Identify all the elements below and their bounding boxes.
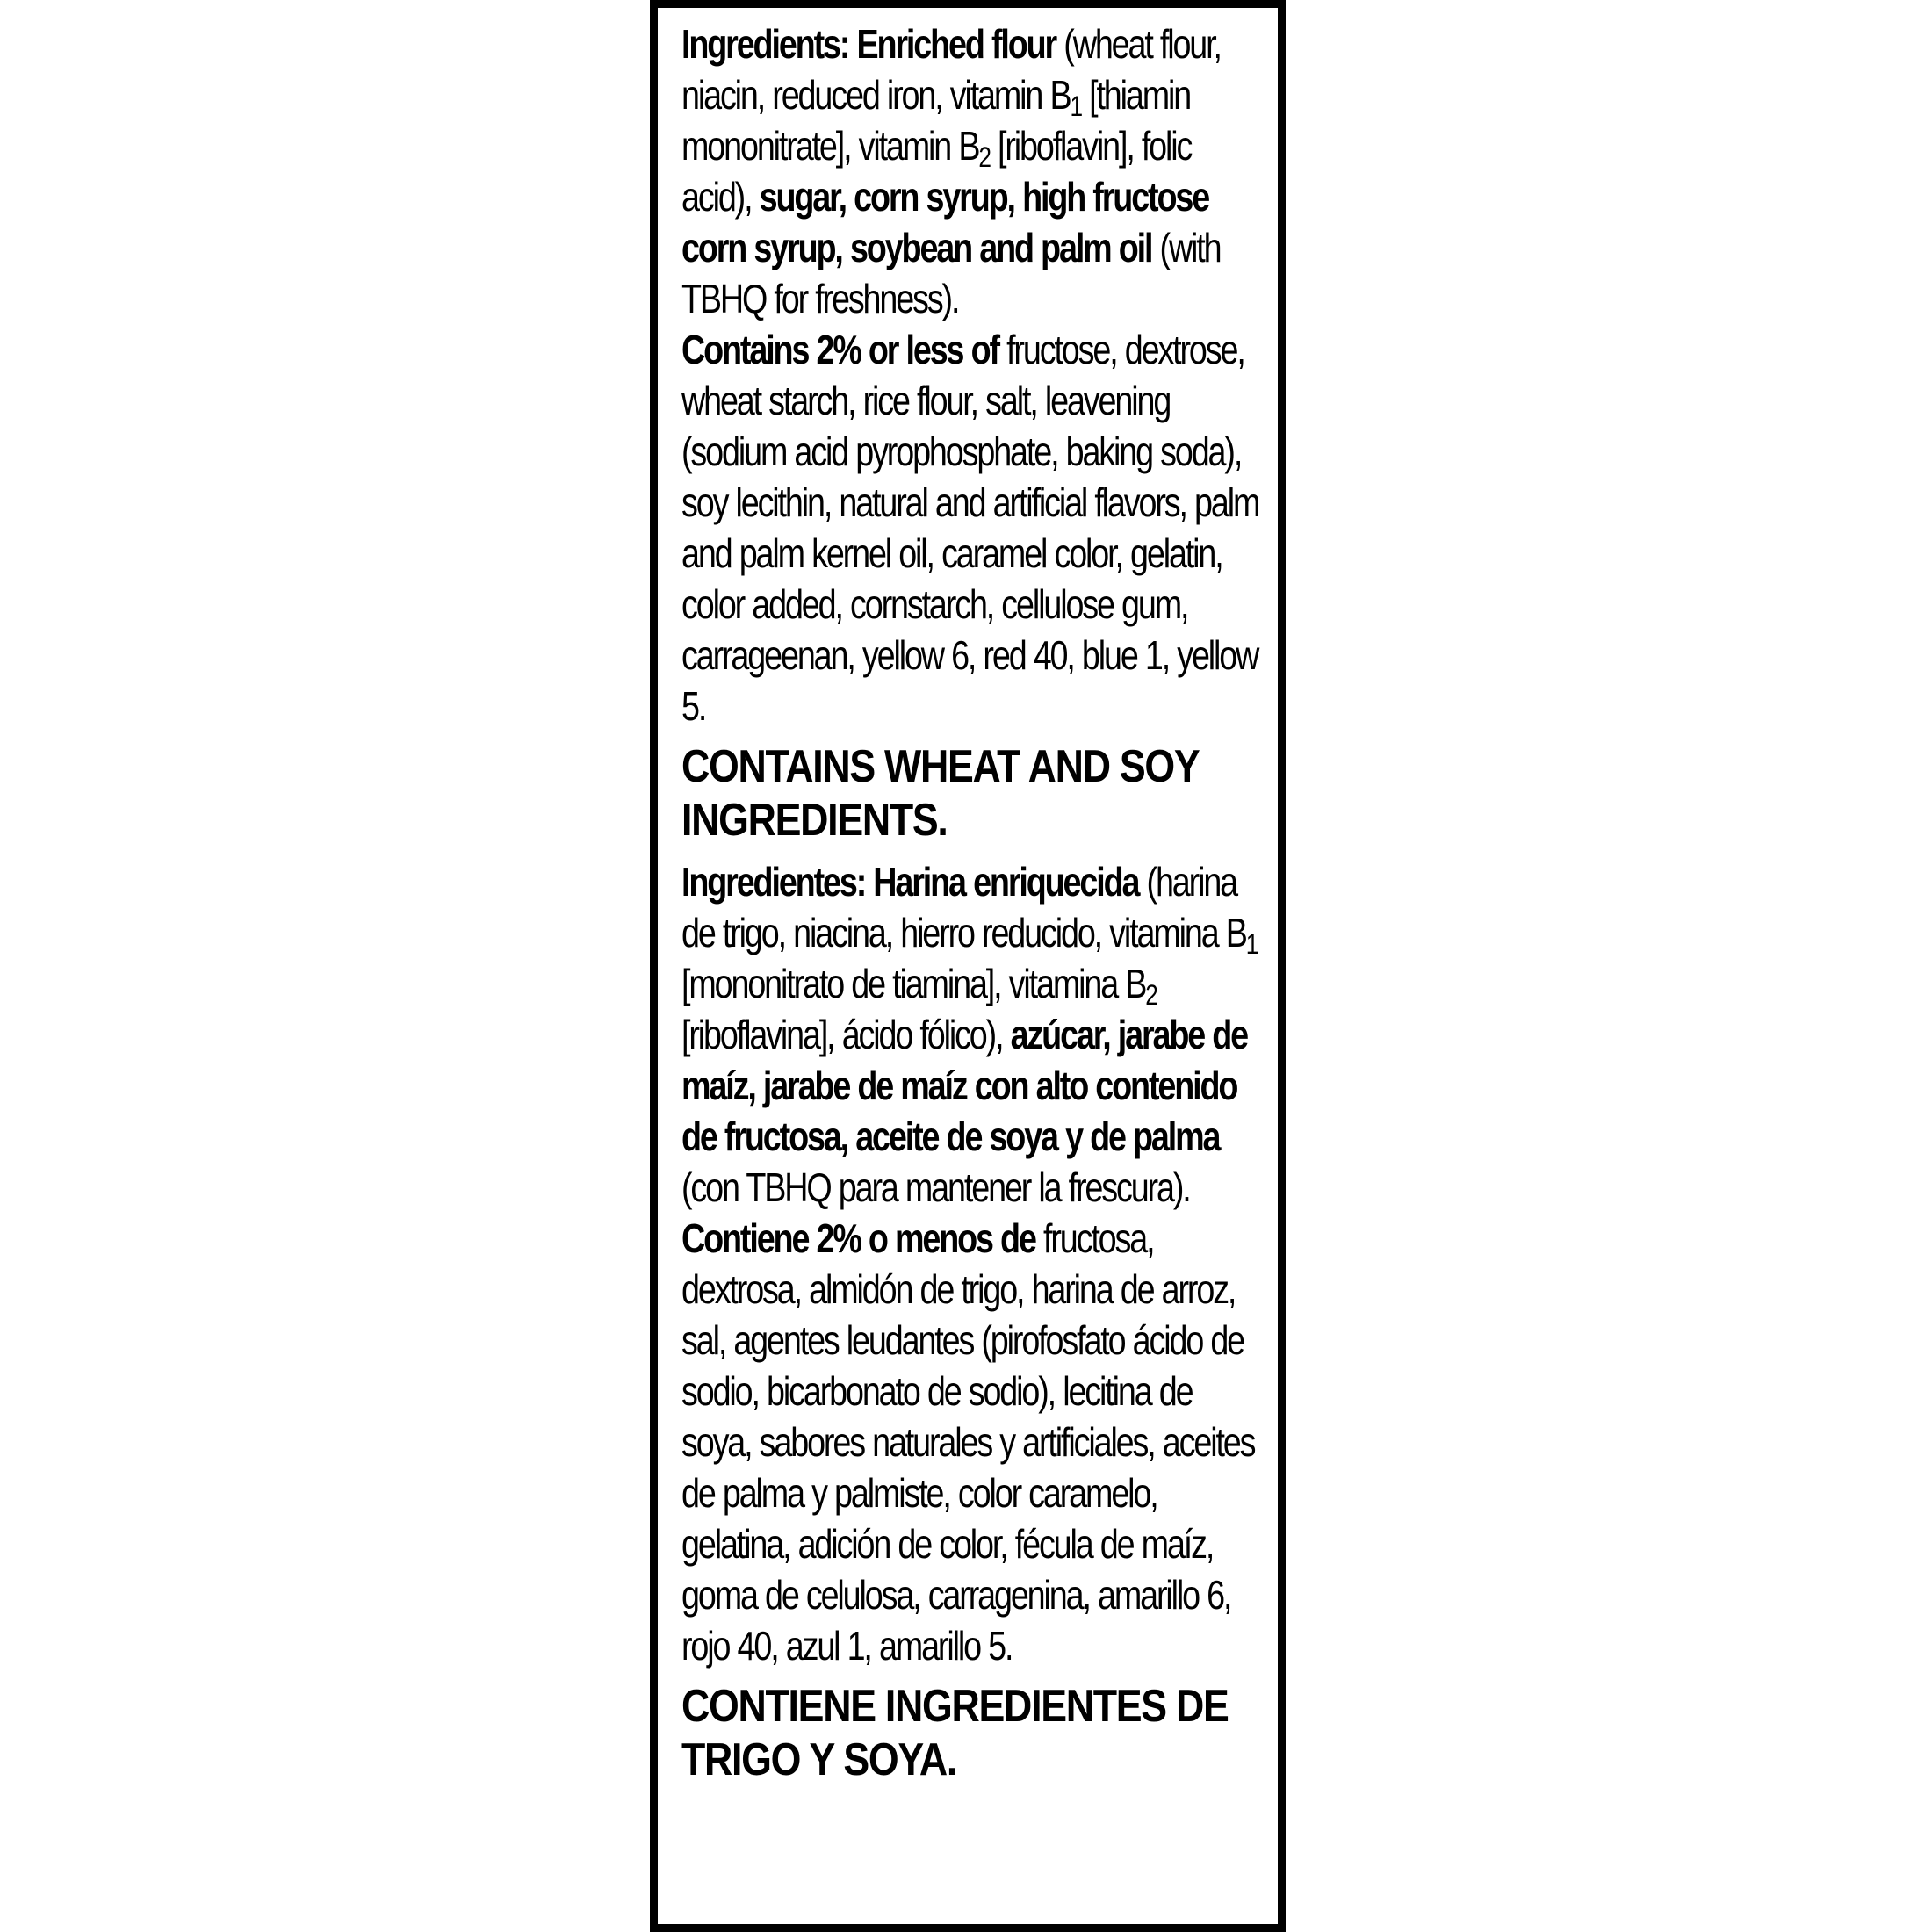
oil-detail: (con TBHQ para mantener la frescura). [681, 1164, 1190, 1210]
contains-less-label: Contains 2% or less of [681, 327, 998, 372]
minor-ingredients: fructosa, dextrosa, almidón de trigo, harina de arroz, sal, agentes leudantes (pirofosfato ácido de sodio, bicarbonato de sodio), lecitina de soya, sabores naturales y artificiales, aceites de palma y palmiste, color caramelo, gelatina, adición de color, fécula de maíz, goma de celulosa, carragenina, amarillo 6, rojo 40, azul 1, amarillo 5. [681, 1215, 1255, 1669]
ingredients-label: Ingredientes: [681, 859, 866, 905]
subscript-1: 1 [1245, 928, 1258, 960]
main-ingredients: azúcar, jarabe de maíz, jarabe de maíz con alto contenido de fructosa, aceite de soya y de palma [681, 1012, 1248, 1159]
ingredients-label: Ingredients: [681, 21, 849, 67]
flour-detail: [riboflavin], folic acid), [681, 123, 1192, 220]
allergen-statement-english: CONTAINS WHEAT AND SOY INGREDIENTS. [681, 741, 1199, 846]
main-ingredients: sugar, corn syrup, high fructose corn syrup, soybean and palm oil [681, 174, 1209, 270]
minor-ingredients: fructose, dextrose, wheat starch, rice flour, salt, leavening (sodium acid pyrophosphate, baking soda), soy lecithin, natural and artificial flavors, palm and palm kernel oil, caramel color, gelatin, color added, cornstarch, cellulose gum, carrageenan, yellow 6, red 40, blue 1, yellow 5. [681, 327, 1259, 729]
ingredients-spanish [681, 856, 1260, 1671]
allergen-statement-spanish: CONTIENE INGREDIENTES DE TRIGO Y SOYA. [681, 1681, 1229, 1785]
ingredients-panel [650, 0, 1286, 1932]
subscript-1: 1 [1070, 90, 1081, 122]
contains-less-label: Contiene 2% o menos de [681, 1215, 1035, 1261]
flour-detail: [mononitrato de tiamina], vitamina B [681, 961, 1146, 1006]
ingredients-english [681, 18, 1260, 732]
enriched-flour-label: Enriched flour [856, 21, 1056, 67]
flour-detail: [riboflavina], ácido fólico), [681, 1012, 1003, 1057]
flour-detail: (harina de trigo, niacina, hierro reducido, vitamina B [681, 859, 1246, 955]
flour-detail: [thiamin mononitrate], vitamin B [681, 72, 1191, 169]
flour-detail: (wheat flour, niacin, reduced iron, vitamin B [681, 21, 1221, 118]
subscript-2: 2 [978, 141, 990, 173]
enriched-flour-label: Harina enriquecida [873, 859, 1139, 905]
subscript-2: 2 [1145, 979, 1157, 1011]
oil-detail: (with TBHQ for freshness). [681, 225, 1221, 321]
